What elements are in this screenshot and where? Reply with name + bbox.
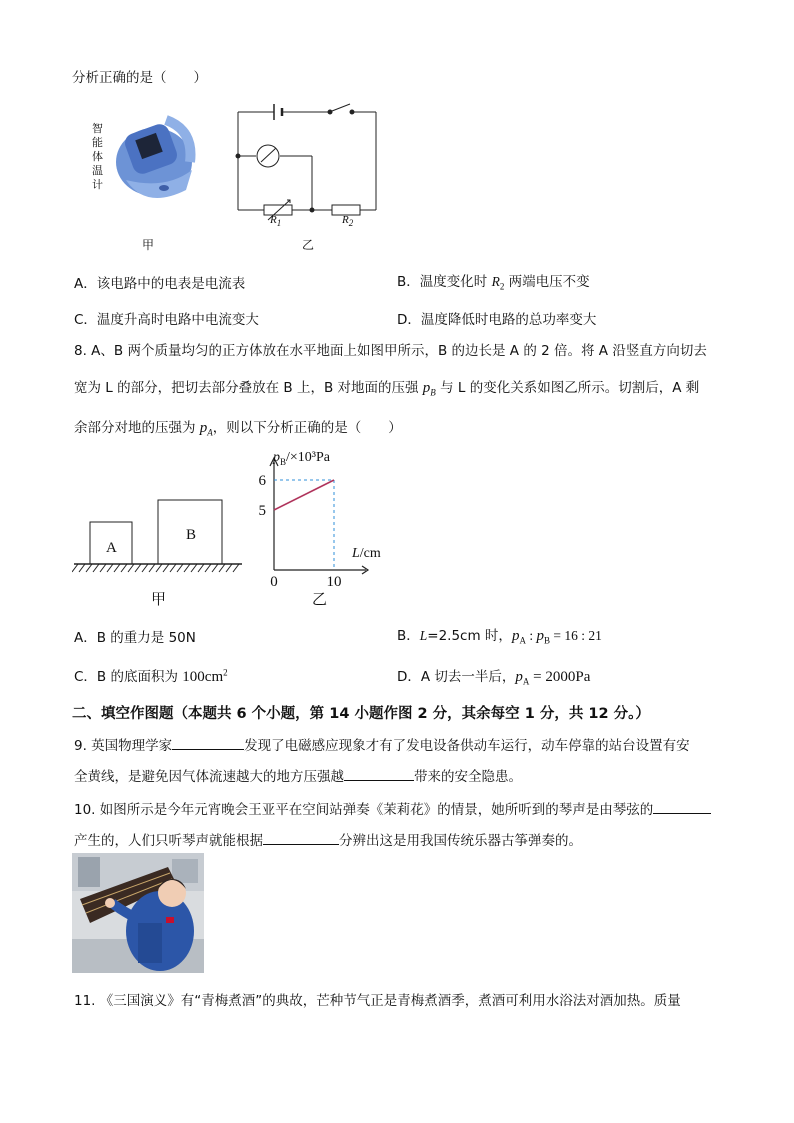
ground-hatch-mark	[219, 564, 225, 572]
q7-option-a: A．该电路中的电表是电流表	[74, 276, 246, 292]
ground-hatch-mark	[226, 564, 232, 572]
astronaut-guzheng-photo	[72, 853, 204, 973]
ground-hatch-mark	[177, 564, 183, 572]
ground-hatch-mark	[128, 564, 134, 572]
ground-hatch-mark	[142, 564, 148, 572]
x-tick-label: 0	[270, 574, 278, 590]
q7-option-c: C．温度升高时电路中电流变大	[74, 312, 259, 328]
y-tick-label: 6	[258, 473, 266, 489]
q8-fig-yi-caption: 乙	[312, 590, 328, 608]
r1-label: $R_1$	[270, 214, 282, 229]
block-a-label: A	[106, 540, 117, 556]
q9-blank-1[interactable]	[172, 735, 244, 750]
q8-stem-line3: 余部分对地的压强为 $p_A$，则以下分析正确的是（ ）	[74, 420, 402, 438]
q9-line2: 全黄线，是避免因气体流速越大的地方压强越 带来的安全隐患。	[74, 765, 522, 785]
q10-blank-1[interactable]	[653, 799, 711, 814]
q7-option-d: D．温度降低时电路的总功率变大	[397, 312, 597, 328]
r2-label: $R_2$	[342, 214, 354, 229]
ground-hatch-mark	[163, 564, 169, 572]
q7-stem-tail: 分析正确的是（ ）	[72, 70, 207, 86]
ground-hatch-mark	[184, 564, 190, 572]
ground-hatch-mark	[100, 564, 106, 572]
ground-hatch-mark	[149, 564, 155, 572]
ground-hatch-mark	[198, 564, 204, 572]
ground-hatch-mark	[107, 564, 113, 572]
q7-fig-yi-caption: 乙	[302, 238, 315, 252]
ground-hatch-mark	[121, 564, 127, 572]
q8-option-d: D．A 切去一半后，$p_A = 2000Pa$	[397, 669, 591, 687]
smart-thermometer-photo	[106, 110, 196, 210]
q10-blank-2[interactable]	[263, 830, 339, 845]
q8-option-c: C．B 的底面积为 $100cm^2$	[74, 667, 228, 685]
q8-blocks-figure	[72, 494, 246, 578]
ground-hatch-mark	[114, 564, 120, 572]
q9-blank-2[interactable]	[344, 766, 414, 781]
q7-option-b: B．温度变化时 $R_2$ 两端电压不变	[397, 274, 590, 292]
y-tick-label: 5	[258, 503, 266, 519]
q8-stem-line1: 8. A、B 两个质量均匀的正方体放在水平地面上如图甲所示，B 的边长是 A 的 2 倍。将 A 沿竖直方向切去	[74, 343, 707, 359]
ground-hatch-mark	[156, 564, 162, 572]
y-axis-label: $p_B/\times 10^3Pa$	[273, 450, 330, 467]
ground-hatch-mark	[191, 564, 197, 572]
q10-line1: 10. 如图所示是今年元宵晚会王亚平在空间站弹奏《茉莉花》的情景，她所听到的琴声是由琴弦的	[74, 798, 711, 818]
q8-option-b: B．L=2.5cm 时，$p_A$ : $p_B = 16$ : 21	[397, 628, 602, 646]
section2-heading: 二、填空作图题（本题共 6 个小题，第 14 小题作图 2 分，其余每空 1 分，共 12 分。）	[72, 706, 650, 722]
ground-hatch-mark	[93, 564, 99, 572]
ground-hatch-mark	[212, 564, 218, 572]
ground-hatch-mark	[233, 564, 239, 572]
ground-hatch-mark	[135, 564, 141, 572]
ground-hatch-mark	[86, 564, 92, 572]
ground-hatch-mark	[79, 564, 85, 572]
q9-line1: 9. 英国物理学家 发现了电磁感应现象才有了发电设备供动车运行，动车停靠的站台设置有安	[74, 734, 690, 754]
x-axis-label: L/cm	[352, 546, 381, 561]
series-line-pb	[274, 480, 334, 510]
q11-line1: 11. 《三国演义》有“青梅煮酒”的典故，芒种节气正是青梅煮酒季，煮酒可利用水浴法对酒加热。质量	[74, 993, 681, 1009]
x-tick-label: 10	[326, 574, 342, 590]
q8-pressure-chart	[248, 450, 398, 592]
q7-circuit-diagram	[228, 96, 388, 236]
block-b-label: B	[186, 527, 197, 543]
thermometer-vertical-label: 智 能 体 温 计	[92, 122, 103, 191]
ground-hatch-mark	[170, 564, 176, 572]
ground-hatch-mark	[72, 564, 78, 572]
q8-option-a: A．B 的重力是 50N	[74, 630, 196, 646]
q8-stem-line2: 宽为 L 的部分，把切去部分叠放在 B 上，B 对地面的压强 $p_B$ 与 L 的变化关系如图乙所示。切割后，A 剩	[74, 380, 700, 398]
q10-line2: 产生的，人们只听琴声就能根据 分辨出这是用我国传统乐器古筝弹奏的。	[74, 829, 582, 849]
ground-hatch-mark	[205, 564, 211, 572]
q7-fig-jia-caption: 甲	[142, 238, 155, 252]
q8-fig-jia-caption: 甲	[151, 590, 167, 608]
